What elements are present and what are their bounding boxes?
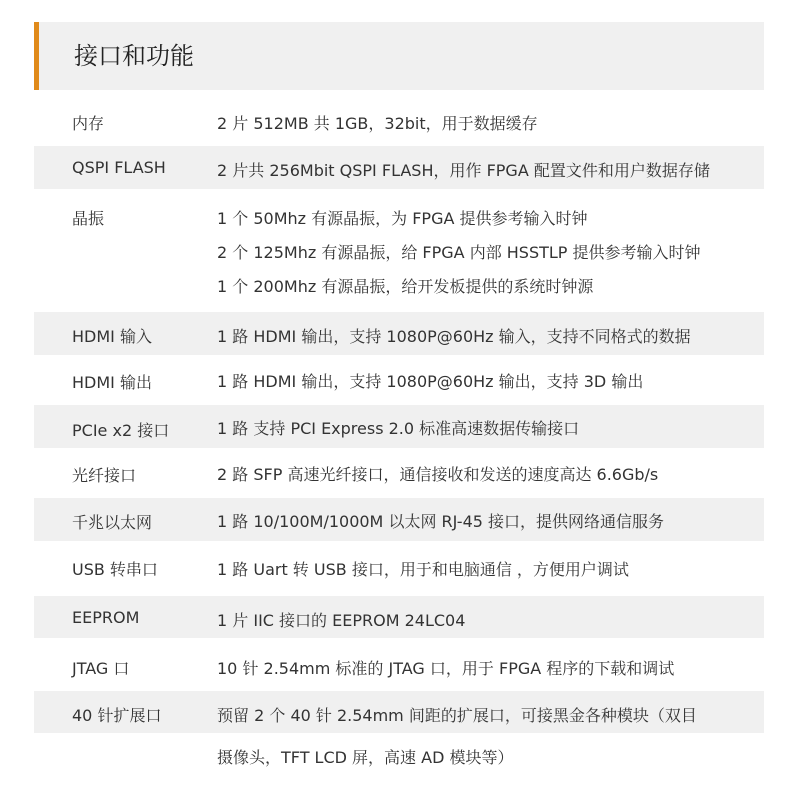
spec-desc-line: 2 片共 256Mbit QSPI FLASH，用作 FPGA 配置文件和用户数据存储 [217,161,710,180]
spec-label: 内存 [72,114,105,133]
spec-row-expansion [34,691,764,781]
header-accent-bar [34,22,39,90]
spec-desc-line: 10 针 2.54mm 标准的 JTAG 口，用于 FPGA 程序的下载和调试 [217,659,675,678]
spec-row-memory [34,98,764,144]
spec-row-qspi-flash [34,146,764,189]
spec-row-eeprom [34,596,764,638]
spec-desc-line: 1 路 支持 PCI Express 2.0 标准高速数据传输接口 [217,419,580,438]
spec-desc-line: 2 路 SFP 高速光纤接口，通信接收和发送的速度高达 6.6Gb/s [217,465,659,484]
spec-desc-line: 1 个 200Mhz 有源晶振，给开发板提供的系统时钟源 [217,277,594,296]
section-title: 接口和功能 [74,42,194,70]
spec-row-fiber [34,450,764,496]
spec-label: USB 转串口 [72,560,158,579]
spec-desc-line: 1 路 HDMI 输出，支持 1080P@60Hz 输入，支持不同格式的数据 [217,327,691,346]
spec-desc-line: 预留 2 个 40 针 2.54mm 间距的扩展口，可接黑金各种模块（双目 [217,706,697,725]
spec-desc-line: 1 个 50Mhz 有源晶振，为 FPGA 提供参考输入时钟 [217,209,588,228]
spec-label: 千兆以太网 [72,513,153,532]
spec-desc-line: 摄像头，TFT LCD 屏，高速 AD 模块等） [217,748,514,767]
spec-label: JTAG 口 [72,659,130,678]
spec-row-usb-uart [34,543,764,593]
spec-label: 40 针扩展口 [72,706,162,725]
spec-row-hdmi-out [34,357,764,403]
spec-label: QSPI FLASH [72,158,166,177]
spec-desc-line: 1 路 HDMI 输出，支持 1080P@60Hz 输出，支持 3D 输出 [217,372,644,391]
spec-row-oscillator [34,192,764,308]
spec-label: EEPROM [72,608,140,627]
spec-label: HDMI 输入 [72,327,152,346]
spec-desc-line: 2 片 512MB 共 1GB，32bit，用于数据缓存 [217,114,538,133]
spec-row-hdmi-in [34,312,764,355]
spec-row-jtag [34,642,764,688]
spec-desc-line: 1 路 Uart 转 USB 接口，用于和电脑通信 ，方便用户调试 [217,560,629,579]
spec-label: 晶振 [72,209,105,228]
spec-desc-line: 1 路 10/100M/1000M 以太网 RJ-45 接口，提供网络通信服务 [217,512,665,531]
spec-label: PCIe x2 接口 [72,421,170,440]
spec-label: 光纤接口 [72,466,137,485]
spec-row-pcie [34,405,764,448]
spec-desc-line: 2 个 125Mhz 有源晶振，给 FPGA 内部 HSSTLP 提供参考输入时钟 [217,243,701,262]
spec-row-ethernet [34,498,764,541]
spec-label: HDMI 输出 [72,373,152,392]
spec-desc-line: 1 片 IIC 接口的 EEPROM 24LC04 [217,611,466,630]
section-header [34,22,764,90]
